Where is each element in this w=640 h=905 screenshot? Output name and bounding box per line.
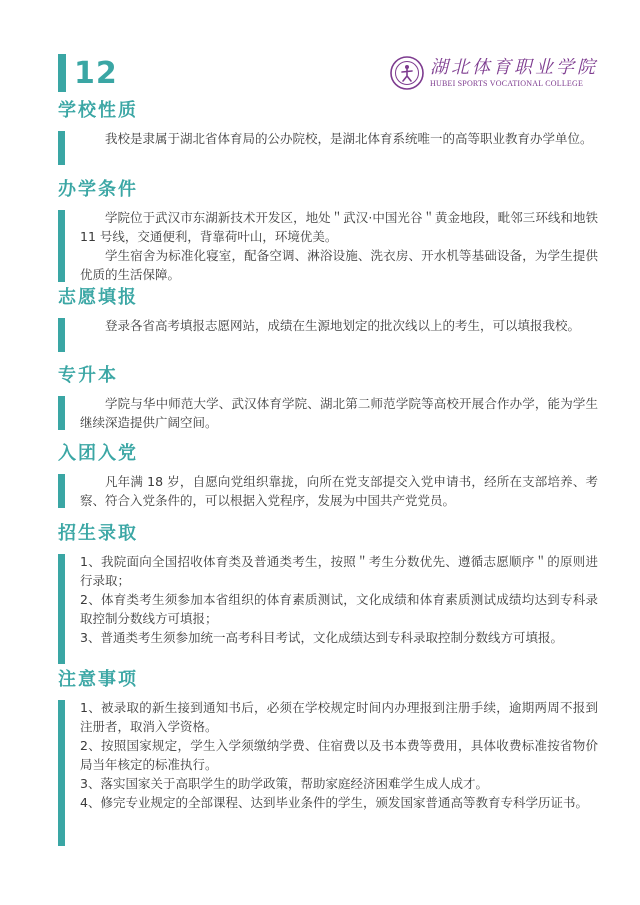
section-bar <box>58 318 65 352</box>
section-notices <box>58 668 598 812</box>
section-list-item: 4、修完专业规定的全部课程、达到毕业条件的学生，颁发国家普通高等教育专科学历证书。 <box>80 795 588 810</box>
page-number-block <box>58 53 118 93</box>
section-paragraph: 学院位于武汉市东湖新技术开发区，地处＂武汉·中国光谷＂黄金地段，毗邻三环线和地铁 11 号线，交通便利，背靠荷叶山，环境优美。 <box>80 210 598 244</box>
section-bar <box>58 131 65 165</box>
section-upgrade <box>58 364 598 432</box>
section-paragraph: 学生宿舍为标准化寝室，配备空调、淋浴设施、洗衣房、开水机等基础设备，为学生提供优质的生活保障。 <box>80 248 598 282</box>
section-application <box>58 286 598 335</box>
section-paragraph: 登录各省高考填报志愿网站，成绩在生源地划定的批次线以上的考生，可以填报我校。 <box>105 318 581 333</box>
section-title: 学校性质 <box>58 100 138 121</box>
section-paragraph: 我校是隶属于湖北省体育局的公办院校，是湖北体育系统唯一的高等职业教育办学单位。 <box>105 131 593 146</box>
section-list-item: 1、被录取的新生接到通知书后，必须在学校规定时间内办理报到注册手续，逾期两周不报到注册者，取消入学资格。 <box>80 700 598 734</box>
page-number: 12 <box>74 55 118 91</box>
section-school-nature <box>58 99 598 148</box>
section-league-party <box>58 442 598 510</box>
section-admission <box>58 522 598 647</box>
section-title: 办学条件 <box>58 179 138 200</box>
college-seal-icon <box>390 56 424 90</box>
section-bar <box>58 554 65 664</box>
section-title: 志愿填报 <box>58 287 138 308</box>
section-school-conditions <box>58 178 598 284</box>
section-paragraph: 凡年满 18 岁，自愿向党组织靠拢，向所在党支部提交入党申请书，经所在支部培养、考察、符合入党条件的，可以根据入党程序，发展为中国共产党党员。 <box>80 474 598 508</box>
section-bar <box>58 396 65 430</box>
section-bar <box>58 474 65 508</box>
page-number-bar <box>58 54 66 92</box>
logo-chinese-name: 湖北体育职业学院 <box>430 57 598 78</box>
section-list-item: 2、按照国家规定，学生入学须缴纳学费、住宿费以及书本费等费用，具体收费标准按省物价局当年核定的标准执行。 <box>80 738 598 772</box>
section-title: 专升本 <box>58 365 118 386</box>
section-list-item: 2、体育类考生须参加本省组织的体育素质测试，文化成绩和体育素质测试成绩均达到专科录取控制分数线方可填报； <box>80 592 598 626</box>
section-title: 入团入党 <box>58 443 138 464</box>
college-logo <box>390 53 600 93</box>
section-bar <box>58 210 65 282</box>
section-paragraph: 学院与华中师范大学、武汉体育学院、湖北第二师范学院等高校开展合作办学，能为学生继续深造提供广阔空间。 <box>80 396 598 430</box>
section-list-item: 3、普通类考生须参加统一高考科目考试，文化成绩达到专科录取控制分数线方可填报。 <box>80 630 563 645</box>
section-list-item: 1、我院面向全国招收体育类及普通类考生，按照＂考生分数优先、遵循志愿顺序＂的原则进行录取； <box>80 554 598 588</box>
logo-english-name: HUBEI SPORTS VOCATIONAL COLLEGE <box>430 79 584 88</box>
section-title: 招生录取 <box>58 523 138 544</box>
section-bar <box>58 700 65 846</box>
section-list-item: 3、落实国家关于高职学生的助学政策，帮助家庭经济困难学生成人成才。 <box>80 776 488 791</box>
section-title: 注意事项 <box>58 669 138 690</box>
